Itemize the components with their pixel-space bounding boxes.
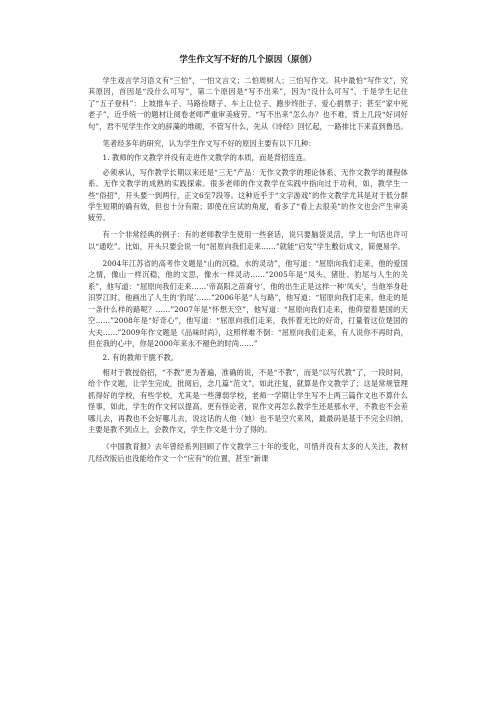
document-title: 学生作文写不好的几个原因（原创） xyxy=(179,55,317,65)
paragraph-body: 必须承认，写作教学长期以来还是“三无”产品：无作文教学的理论体系、无作文教学的课程体系、无作文教学的成熟的实践探索。很多老师的作文教学在实践中指向过于功利，如，教学生一些“俗招”，开头要一到两行，正文6至7段等。这种近乎于“文字游戏”的作文教学尤其是对于低分群学生短期的确有效，但也十分有限；即使在应试的角度，看多了“看上去很美”的作文也会产生审美疲劳。 xyxy=(88,167,408,223)
paragraph-body: 《中国教育报》去年曾经系列回顾了作文教学三十年的变化，可惜并没有太多的人关注，教材几经改版后也没能给作文一个“应有”的位置，甚至“新课 xyxy=(88,442,408,463)
paragraph-body: 有一个非常经典的例子：有的老师教学生使用一些套话，说只要脑袋灵活，学上一句话也许可以“通吃”。比如，开头只要会说一句“屈原向我们走来……”就能“启发”学生敷衍成文，简便易学。 xyxy=(88,230,408,251)
paragraph-intro: 学生戏言学习语文有“三怕”，一怕文言文；二怕周树人；三怕写作文。其中最怕“写作文”，究其原因，首因是“没什么可写”，第二个原因是“写不出来”，因为“没什么可写”，于是学生记住了“五子登科”：上坡推车子、马路捡瞎子、车上让位子、跑步终肚子、爱心捐票子；甚至“家中死老子”，近乎统一的题材让阅卷老师严重审美疲劳。“写不出来”怎么办？也不难，背上几段“好词好句”，君不见学生作文的辞藻的堆砌，不管写什么，先从《诗经》回忆起，一路排比下来直到鲁迅。 xyxy=(88,76,408,131)
section-heading-2: 2. 有的教师干脆不教。 xyxy=(102,353,179,363)
paragraph-summary: 笔者经多年的研究，认为学生作文写不好的原因主要有以下几种： xyxy=(102,138,316,148)
section-heading-1: 1. 教师的作文教学并没有走进作文教学的本质，而是背招连连。 xyxy=(102,153,311,163)
paragraph-body: 相对于教授俗招，“不教”更为普遍，准确的说，不是“不教”，而是“以写代教”了，一段时间，给个作文题，让学生完成，批阅后，念几篇“范文”，如此往复，就算是作文教学了；这是常规管理抓得好的学校，有些学校，尤其是一些薄弱学校，老师一学期让学生写不上两三篇作文也不算什么怪事，如此，学生的作文何以提高。更有怪论者，说作文再怎么教学生还是那水平，不教也不会差哪儿去，再教也不会好哪儿去，说这话的人他（她）也不是空穴来风，最最码是基于不完全归纳，主要是教不到点上，会教作文，学生作文是十分了得的。 xyxy=(88,367,408,435)
paragraph-body: 2004年江苏省的高考作文题是“山的沉稳，水的灵动”，他写道：“屈原向我们走来，他的爱国之情，像山一样沉稳，他的文思，像水一样灵动……”2005年是“凤头、猪肚、豹尾与人生的关系”，他写道：“屈原向我们走来……‘帝高阳之苗裔兮’，他的出生正是这样一种‘凤头’，当他举身赴汨罗江时，他画出了人生的‘豹尾’……”2006年是“人与路”，他写道：“屈原向我们走来，他走的是一条什么样的路呢？……”2007年是“怀想天空”，他写道：“屈原向我们走来，他仰望着楚国的天空……”2008年是“好奇心”，他写道：“屈原向我们走来，我怀着无比的好奇，打量着这位楚国的大夫……”2009年作文题是《品味时尚》，这照样难不倒：“屈原向我们走来，有人说你不再时尚，但在我的心中，你是2000年来永不褪色的时尚……” xyxy=(88,258,408,349)
